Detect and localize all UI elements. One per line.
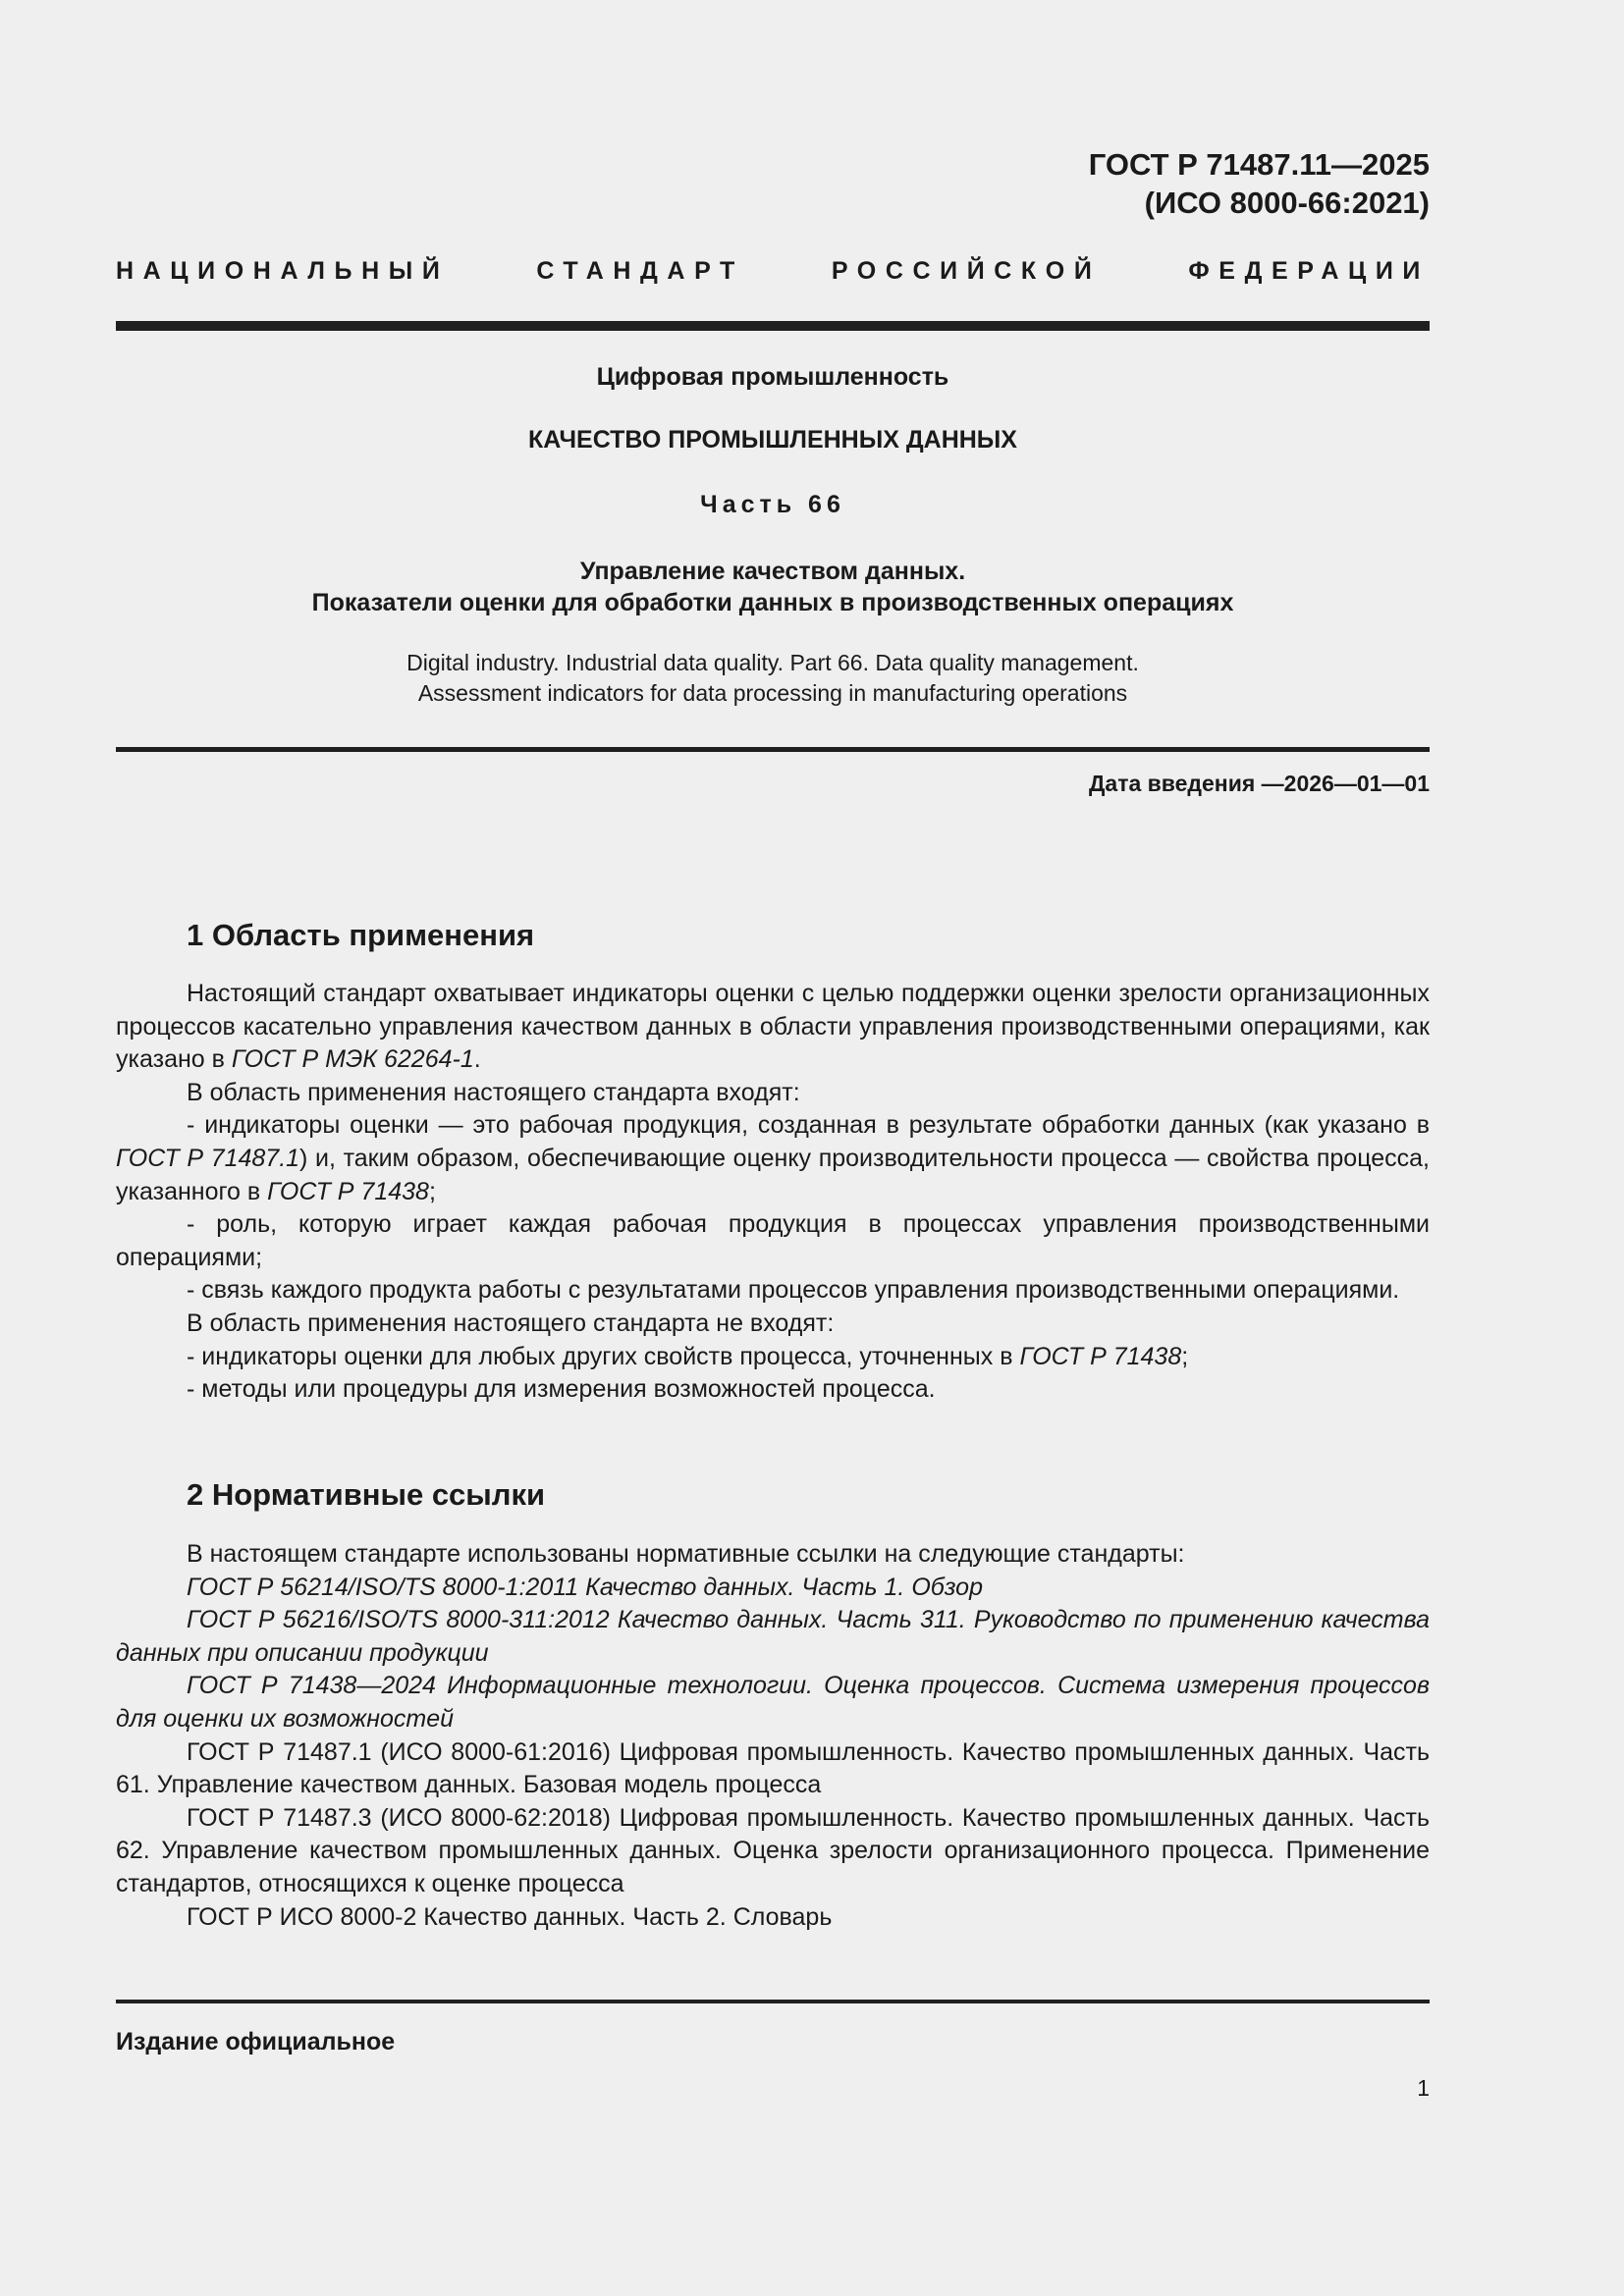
list-item: - роль, которую играет каждая рабочая продукция в процессах управления производственными операциями; [116,1210,1430,1271]
reference-link: ГОСТ Р 71438 [267,1177,429,1205]
title-english [116,648,1430,709]
title-industry: Цифровая промышленность [596,363,949,391]
introduction-date: Дата введения —2026—01—01 [1089,771,1430,796]
section2-body [116,1538,1430,1934]
national-standard-heading: НАЦИОНАЛЬНЫЙ СТАНДАРТ РОССИЙСКОЙ ФЕДЕРАЦИИ [116,257,1430,285]
section1-body [116,978,1430,1407]
reference-link: ГОСТ Р 71487.1 [116,1144,300,1172]
section2-intro: В настоящем стандарте использованы нормативные ссылки на следующие стандарты: [187,1540,1185,1568]
reference-item: ГОСТ Р ИСО 8000-2 Качество данных. Часть 2. Словарь [187,1902,833,1931]
section1-paragraph: В область применения настоящего стандарта не входят: [187,1308,835,1337]
title-quality: КАЧЕСТВО ПРОМЫШЛЕННЫХ ДАННЫХ [528,426,1017,454]
reference-link: ГОСТ Р МЭК 62264-1 [231,1045,474,1074]
title-management [116,556,1430,618]
title-english-line1: Digital industry. Industrial data quality. Part 66. Data quality management. [406,650,1139,675]
reference-item: ГОСТ Р 56216/ISO/TS 8000-311:2012 Качество данных. Часть 311. Руководство по применению качества данных при описании продукции [116,1606,1430,1667]
page-number: 1 [1417,2075,1430,2101]
footer-rule [116,2000,1430,2003]
list-item: - индикаторы оценки для любых других свойств процесса, уточненных в ГОСТ Р 71438; [187,1342,1189,1370]
reference-item: ГОСТ Р 71487.3 (ИСО 8000-62:2018) Цифровая промышленность. Качество промышленных данных. Часть 62. Управление качеством промышленных данных. Оценка зрелости организационного процесса. Применение стандартов, относящихся к оценке процесса [116,1803,1430,1897]
list-item: - связь каждого продукта работы с результатами процессов управления производственными операциями. [187,1276,1400,1305]
reference-item: ГОСТ Р 71487.1 (ИСО 8000-61:2016) Цифровая промышленность. Качество промышленных данных. Часть 61. Управление качеством данных. Базовая модель процесса [116,1737,1430,1799]
header-rule [116,321,1430,331]
gost-number: ГОСТ Р 71487.11—2025 [1088,147,1430,182]
list-item: - индикаторы оценки — это рабочая продукция, созданная в результате обработки данных (как указано в ГОСТ Р 71487.1) и, таким образом, обеспечивающие оценку производительности процесса — свойства процесса, указанного в ГОСТ Р 71438; [116,1111,1430,1205]
reference-item: ГОСТ Р 71438—2024 Информационные технологии. Оценка процессов. Система измерения процессов для оценки их возможностей [116,1672,1430,1733]
reference-link: ГОСТ Р 71438 [1019,1342,1182,1370]
title-management-line1: Управление качеством данных. [579,558,966,585]
title-english-line2: Assessment indicators for data processing in manufacturing operations [417,680,1128,706]
list-item: - методы или процедуры для измерения возможностей процесса. [187,1375,936,1404]
title-rule [116,747,1430,752]
edition-label: Издание официальное [116,2028,396,2056]
standard-designation [1089,145,1430,222]
title-part: Часть 66 [700,491,845,518]
section1-paragraph: В область применения настоящего стандарта входят: [187,1078,800,1106]
document-page [116,0,1430,2296]
section1-paragraph: Настоящий стандарт охватывает индикаторы оценки с целью поддержки оценки зрелости организационных процессов касательно управления качеством данных в области управления производственными операциями, как указано в ГОСТ Р МЭК 62264-1. [116,980,1430,1074]
title-management-line2: Показатели оценки для обработки данных в производственных операциях [311,589,1234,616]
section2-title: 2 Нормативные ссылки [187,1477,546,1512]
section1-title: 1 Область применения [187,918,535,952]
iso-number: (ИСО 8000-66:2021) [1144,186,1430,220]
reference-item: ГОСТ Р 56214/ISO/TS 8000-1:2011 Качество данных. Часть 1. Обзор [187,1573,983,1601]
